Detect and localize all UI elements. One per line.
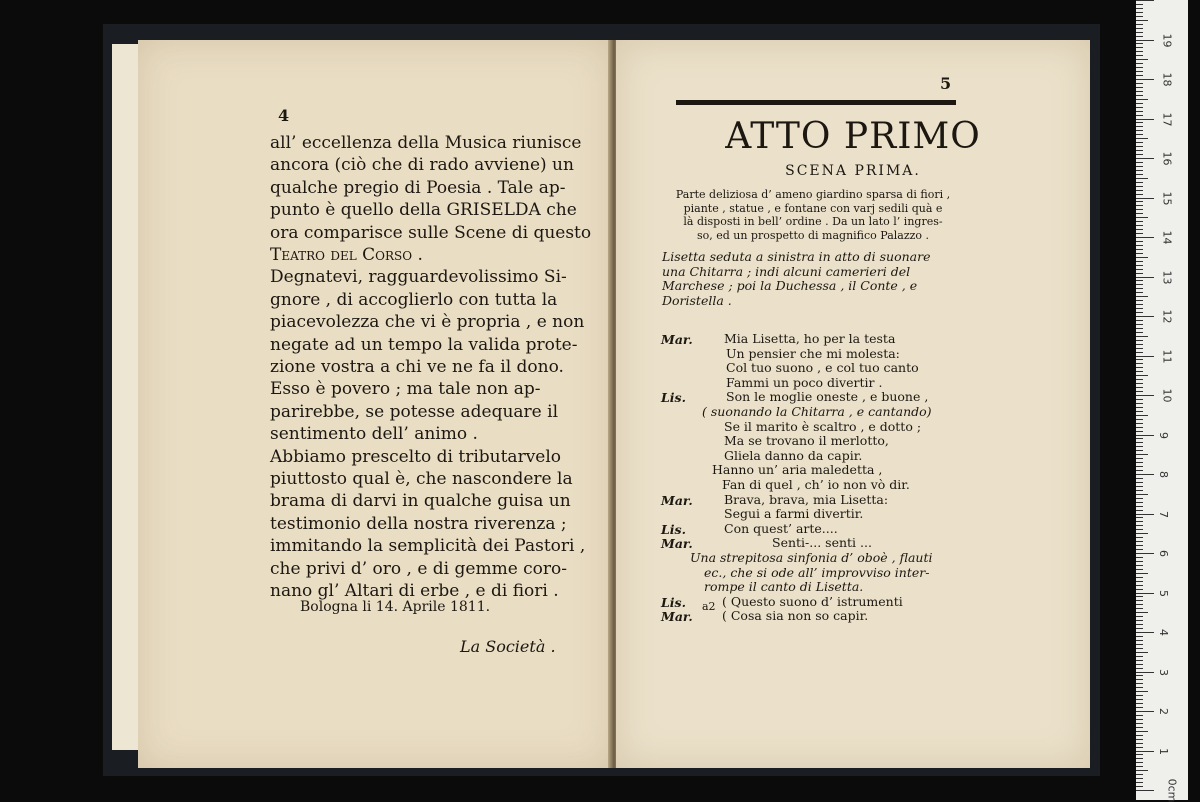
ruler-tick	[1136, 59, 1148, 60]
text-line: qualche pregio di Poesia . Tale ap-	[270, 177, 566, 198]
setting-line: so, ed un prospetto di magnifico Palazzo .	[696, 228, 930, 242]
ruler-tick	[1136, 498, 1143, 499]
ruler-tick	[1136, 762, 1143, 763]
ruler-number: 12	[1160, 309, 1174, 324]
verse-line: Segui a farmi divertir.	[724, 506, 864, 522]
ruler-tick	[1136, 146, 1143, 147]
ruler-tick	[1136, 87, 1143, 88]
ruler-tick	[1136, 450, 1143, 451]
ruler-tick	[1136, 711, 1154, 712]
ruler-tick	[1136, 316, 1154, 317]
text-line: testimonio della nostra riverenza ;	[270, 513, 567, 534]
ruler-tick	[1136, 506, 1143, 507]
ruler-tick	[1136, 237, 1154, 238]
ruler-tick	[1136, 304, 1143, 305]
text-line: brama di darvi in qualche guisa un	[270, 491, 571, 512]
ruler-tick	[1136, 672, 1154, 673]
ruler-tick	[1136, 158, 1154, 159]
ruler-tick	[1136, 600, 1143, 601]
ruler-tick	[1136, 241, 1143, 242]
ruler-tick	[1136, 656, 1143, 657]
ruler-tick	[1136, 731, 1148, 732]
ruler-tick	[1136, 620, 1143, 621]
ruler-tick	[1136, 407, 1143, 408]
ruler-tick	[1136, 514, 1154, 515]
ruler-tick	[1136, 75, 1143, 76]
ruler-tick	[1136, 458, 1143, 459]
ruler-tick	[1136, 170, 1143, 171]
ruler-tick	[1136, 766, 1143, 767]
ruler-tick	[1136, 537, 1143, 538]
scene-title: SCENA PRIMA.	[785, 163, 921, 179]
ruler-tick	[1136, 28, 1143, 29]
ruler-tick	[1136, 253, 1143, 254]
ruler-tick	[1136, 427, 1143, 428]
header-rule	[676, 100, 956, 105]
ruler-tick	[1136, 99, 1148, 100]
ruler-tick	[1136, 142, 1143, 143]
verse-line: ( suonando la Chitarra , e cantando)	[702, 404, 932, 419]
ruler-tick	[1136, 442, 1143, 443]
ruler-tick	[1136, 8, 1143, 9]
ruler-tick	[1136, 249, 1143, 250]
ruler-tick	[1136, 435, 1154, 436]
signature: La Società .	[460, 637, 556, 656]
ruler-tick	[1136, 565, 1143, 566]
ruler-tick	[1136, 747, 1143, 748]
ruler-tick	[1136, 111, 1143, 112]
verse-line: Brava, brava, mia Lisetta:	[724, 491, 889, 507]
ruler-tick	[1136, 344, 1143, 345]
ruler-number: 7	[1157, 510, 1170, 518]
ruler-tick	[1136, 660, 1143, 661]
verse-line: Fammi un poco divertir .	[726, 374, 883, 390]
ruler-tick	[1136, 63, 1143, 64]
ruler-tick	[1136, 644, 1143, 645]
ruler-tick	[1136, 577, 1143, 578]
ruler-tick	[1136, 130, 1143, 131]
ruler-tick	[1136, 790, 1154, 791]
page-number-right: 5	[940, 74, 952, 93]
ruler-tick	[1136, 593, 1154, 594]
ruler-tick	[1136, 675, 1143, 676]
ruler-number: 11	[1160, 349, 1174, 363]
ruler-tick	[1136, 525, 1143, 526]
verse-line: Una strepitosa sinfonia d’ oboè , flauti	[690, 550, 933, 565]
ruler-number: 1	[1157, 747, 1170, 755]
ruler-tick	[1136, 387, 1143, 388]
verse-line: rompe il canto di Lisetta.	[704, 579, 864, 595]
ruler-tick	[1136, 332, 1143, 333]
ruler-tick	[1136, 328, 1143, 329]
ruler-tick	[1136, 727, 1143, 728]
ruler-number: 5	[1157, 589, 1170, 597]
ruler-tick	[1136, 233, 1143, 234]
ruler-tick	[1136, 612, 1148, 613]
ruler-tick	[1136, 596, 1143, 597]
text-line: ora comparisce sulle Scene di questo	[270, 222, 592, 243]
ruler-tick	[1136, 687, 1143, 688]
ruler-tick	[1136, 186, 1143, 187]
measurement-ruler	[1136, 0, 1188, 800]
ruler-tick	[1136, 194, 1143, 195]
verse-line: ( Questo suono d’ istrumenti	[722, 593, 903, 609]
ruler-tick	[1136, 4, 1143, 5]
ruler-tick	[1136, 668, 1143, 669]
right-page	[616, 40, 1090, 768]
setting-line: piante , statue , e fontane con varj sedili quà e	[683, 201, 943, 215]
ruler-tick	[1136, 213, 1143, 214]
ruler-number: 9	[1157, 431, 1170, 439]
speaker-label: Mar.	[661, 609, 693, 625]
ruler-tick	[1136, 134, 1143, 135]
ruler-tick	[1136, 774, 1143, 775]
ruler-tick	[1136, 55, 1143, 56]
ruler-tick	[1136, 0, 1154, 1]
ruler-tick	[1136, 743, 1143, 744]
ruler-tick	[1136, 403, 1143, 404]
ruler-number: 8	[1157, 471, 1170, 478]
ruler-tick	[1136, 126, 1143, 127]
ruler-tick	[1136, 751, 1154, 752]
ruler-tick	[1136, 225, 1143, 226]
ruler-tick	[1136, 585, 1143, 586]
text-line: ancora (ciò che di rado avviene) un	[270, 155, 574, 176]
ruler-tick	[1136, 336, 1148, 337]
ruler-tick	[1136, 277, 1154, 278]
ruler-tick	[1136, 198, 1154, 199]
ruler-tick	[1136, 549, 1143, 550]
speaker-label: Lis.	[661, 594, 686, 610]
text-line: Degnatevi, ragguardevolissimo Si-	[270, 267, 567, 288]
ruler-tick	[1136, 229, 1143, 230]
text-line: Esso è povero ; ma tale non ap-	[270, 379, 541, 400]
ruler-tick	[1136, 490, 1143, 491]
ruler-tick	[1136, 415, 1148, 416]
ruler-tick	[1136, 288, 1143, 289]
stage-direction-line: Lisetta seduta a sinistra in atto di suonare	[662, 249, 931, 264]
ruler-tick	[1136, 150, 1143, 151]
a2-mark: a2	[702, 600, 716, 613]
ruler-tick	[1136, 71, 1143, 72]
ruler-tick	[1136, 510, 1143, 511]
ruler-tick	[1136, 83, 1143, 84]
ruler-tick	[1136, 154, 1143, 155]
ruler-tick	[1136, 715, 1143, 716]
ruler-tick	[1136, 573, 1148, 574]
ruler-tick	[1136, 470, 1143, 471]
ruler-tick	[1136, 652, 1148, 653]
ruler-tick	[1136, 679, 1143, 680]
text-line: piacevolezza che vi è propria , e non	[270, 312, 585, 333]
ruler-tick	[1136, 632, 1154, 633]
ruler-tick	[1136, 541, 1143, 542]
ruler-tick	[1136, 16, 1143, 17]
ruler-tick	[1136, 257, 1148, 258]
ruler-tick	[1136, 786, 1143, 787]
ruler-tick	[1136, 375, 1148, 376]
verse-line: Ma se trovano il merlotto,	[724, 433, 889, 449]
ruler-tick	[1136, 553, 1154, 554]
ruler-tick	[1136, 24, 1143, 25]
ruler-tick	[1136, 371, 1143, 372]
text-line: parirebbe, se potesse adequare il	[270, 401, 559, 422]
ruler-number: 0cm	[1165, 778, 1179, 802]
ruler-tick	[1136, 735, 1143, 736]
ruler-tick	[1136, 166, 1143, 167]
ruler-tick	[1136, 300, 1143, 301]
ruler-tick	[1136, 359, 1143, 360]
ruler-tick	[1136, 454, 1148, 455]
ruler-tick	[1136, 269, 1143, 270]
ruler-tick	[1136, 529, 1143, 530]
speaker-label: Mar.	[661, 536, 693, 552]
ruler-tick	[1136, 664, 1143, 665]
ruler-tick	[1136, 778, 1143, 779]
speaker-label: Lis.	[661, 390, 686, 406]
speaker-label: Mar.	[661, 492, 693, 508]
ruler-tick	[1136, 604, 1143, 605]
ruler-number: 16	[1160, 151, 1174, 166]
page-number-left: 4	[278, 106, 290, 125]
ruler-tick	[1136, 79, 1154, 80]
ruler-tick	[1136, 616, 1143, 617]
ruler-number: 3	[1157, 668, 1170, 676]
ruler-tick	[1136, 517, 1143, 518]
ruler-tick	[1136, 43, 1143, 44]
ruler-tick	[1136, 648, 1143, 649]
ruler-tick	[1136, 691, 1148, 692]
ruler-tick	[1136, 51, 1143, 52]
text-line: negate ad un tempo la valida prote-	[270, 334, 578, 355]
ruler-tick	[1136, 280, 1143, 281]
ruler-tick	[1136, 190, 1143, 191]
ruler-tick	[1136, 67, 1143, 68]
ruler-tick	[1136, 245, 1143, 246]
ruler-tick	[1136, 138, 1148, 139]
text-line: sentimento dell’ animo .	[270, 424, 478, 445]
ruler-tick	[1136, 545, 1143, 546]
ruler-tick	[1136, 703, 1143, 704]
verse-line: ( Cosa sia non so capir.	[722, 608, 869, 624]
ruler-tick	[1136, 356, 1154, 357]
setting-line: là disposti in bell’ ordine . Da un lato l’ ingres-	[683, 215, 943, 228]
ruler-tick	[1136, 466, 1143, 467]
text-line: piuttosto qual è, che nascondere la	[270, 469, 573, 489]
ruler-tick	[1136, 482, 1143, 483]
ruler-tick	[1136, 628, 1143, 629]
ruler-tick	[1136, 423, 1143, 424]
ruler-tick	[1136, 162, 1143, 163]
date-line: Bologna li 14. Aprile 1811.	[300, 599, 491, 615]
text-line: punto è quello della GRISELDA che	[270, 200, 577, 221]
ruler-tick	[1136, 561, 1143, 562]
ruler-tick	[1136, 352, 1143, 353]
stage-direction-line: una Chitarra ; indi alcuni camerieri del	[662, 263, 911, 279]
verse-line: Con quest’ arte....	[724, 520, 838, 536]
ruler-tick	[1136, 217, 1148, 218]
ruler-tick	[1136, 695, 1143, 696]
text-line: Teatro del Corso .	[270, 245, 423, 265]
verse-line: Col tuo suono , e col tuo canto	[726, 360, 919, 376]
ruler-tick	[1136, 103, 1143, 104]
ruler-tick	[1136, 478, 1143, 479]
ruler-number: 2	[1157, 708, 1170, 715]
ruler-tick	[1136, 36, 1143, 37]
ruler-number: 17	[1160, 112, 1174, 126]
speaker-label: Lis.	[661, 521, 686, 537]
verse-line: Gliela danno da capir.	[724, 447, 863, 463]
verse-line: Senti-... senti ...	[772, 535, 872, 551]
ruler-number: 4	[1157, 629, 1170, 636]
verse-line: Se il marito è scaltro , e dotto ;	[724, 418, 922, 434]
ruler-tick	[1136, 221, 1143, 222]
stage-direction-line: Doristella .	[662, 292, 732, 308]
ruler-tick	[1136, 438, 1143, 439]
ruler-tick	[1136, 419, 1143, 420]
verse-line: ec., che si ode all’ improvviso inter-	[704, 564, 930, 580]
ruler-number: 18	[1160, 72, 1174, 87]
ruler-tick	[1136, 324, 1143, 325]
ruler-tick	[1136, 446, 1143, 447]
ruler-tick	[1136, 367, 1143, 368]
ruler-tick	[1136, 12, 1143, 13]
ruler-tick	[1136, 320, 1143, 321]
ruler-tick	[1136, 340, 1143, 341]
ruler-tick	[1136, 758, 1143, 759]
ruler-tick	[1136, 348, 1143, 349]
ruler-tick	[1136, 296, 1148, 297]
ruler-number: 19	[1160, 33, 1174, 47]
ruler-number: 15	[1160, 191, 1174, 205]
ruler-tick	[1136, 32, 1143, 33]
text-line: all’ eccellenza della Musica riunisce	[270, 133, 582, 153]
ruler-tick	[1136, 683, 1143, 684]
ruler-tick	[1136, 122, 1143, 123]
text-line: gnore , di accoglierlo con tutta la	[270, 289, 558, 310]
ruler-number: 10	[1160, 388, 1174, 403]
ruler-tick	[1136, 265, 1143, 266]
ruler-number: 14	[1160, 230, 1174, 245]
ruler-tick	[1136, 91, 1143, 92]
ruler-tick	[1136, 624, 1143, 625]
act-title: ATTO PRIMO	[725, 116, 981, 157]
ruler-tick	[1136, 502, 1143, 503]
ruler-tick	[1136, 569, 1143, 570]
setting-line: Parte deliziosa d’ ameno giardino sparsa di fiori ,	[675, 188, 951, 201]
text-line: che privi d’ oro , e di gemme coro-	[270, 558, 568, 579]
ruler-tick	[1136, 107, 1143, 108]
verse-line: Hanno un’ aria maledetta ,	[712, 462, 883, 478]
ruler-tick	[1136, 474, 1154, 475]
ruler-number: 13	[1160, 270, 1174, 284]
verse-line: Son le moglie oneste , e buone ,	[726, 389, 929, 405]
ruler-tick	[1136, 739, 1143, 740]
ruler-tick	[1136, 411, 1143, 412]
ruler-tick	[1136, 636, 1143, 637]
ruler-tick	[1136, 312, 1143, 313]
verse-line: Mia Lisetta, ho per la testa	[724, 331, 896, 346]
verse-line: Un pensier che mi molesta:	[726, 345, 900, 361]
ruler-tick	[1136, 581, 1143, 582]
stage-direction-line: Marchese ; poi la Duchessa , il Conte , e	[662, 278, 918, 293]
ruler-tick	[1136, 308, 1143, 309]
text-line: zione vostra a chi ve ne fa il dono.	[270, 357, 564, 377]
ruler-number: 6	[1157, 550, 1170, 557]
ruler-tick	[1136, 178, 1148, 179]
left-page	[138, 40, 612, 768]
ruler-tick	[1136, 640, 1143, 641]
ruler-tick	[1136, 723, 1143, 724]
ruler-tick	[1136, 754, 1143, 755]
ruler-tick	[1136, 533, 1148, 534]
ruler-tick	[1136, 40, 1154, 41]
ruler-tick	[1136, 379, 1143, 380]
ruler-tick	[1136, 119, 1154, 120]
ruler-tick	[1136, 486, 1143, 487]
ruler-tick	[1136, 399, 1143, 400]
ruler-tick	[1136, 182, 1143, 183]
ruler-tick	[1136, 261, 1143, 262]
ruler-tick	[1136, 391, 1143, 392]
ruler-tick	[1136, 20, 1148, 21]
ruler-tick	[1136, 383, 1143, 384]
ruler-tick	[1136, 462, 1143, 463]
ruler-tick	[1136, 115, 1143, 116]
speaker-label: Mar.	[661, 332, 693, 347]
ruler-tick	[1136, 95, 1143, 96]
text-line: Abbiamo prescelto di tributarvelo	[270, 446, 562, 467]
ruler-tick	[1136, 707, 1143, 708]
ruler-tick	[1136, 494, 1148, 495]
ruler-tick	[1136, 557, 1143, 558]
verse-line: Fan di quel , ch’ io non vò dir.	[722, 477, 910, 492]
ruler-tick	[1136, 782, 1143, 783]
ruler-tick	[1136, 292, 1143, 293]
text-line: nano gl’ Altari di erbe , e di fiori .	[270, 581, 559, 601]
ruler-tick	[1136, 699, 1143, 700]
ruler-tick	[1136, 205, 1143, 206]
ruler-tick	[1136, 719, 1143, 720]
ruler-tick	[1136, 363, 1143, 364]
text-line: immitando la semplicità dei Pastori ,	[270, 536, 586, 557]
ruler-tick	[1136, 273, 1143, 274]
ruler-tick	[1136, 608, 1143, 609]
ruler-tick	[1136, 47, 1143, 48]
ruler-tick	[1136, 201, 1143, 202]
ruler-tick	[1136, 395, 1154, 396]
ruler-tick	[1136, 431, 1143, 432]
ruler-tick	[1136, 209, 1143, 210]
ruler-tick	[1136, 770, 1148, 771]
ruler-tick	[1136, 284, 1143, 285]
ruler-tick	[1136, 521, 1143, 522]
ruler-tick	[1136, 174, 1143, 175]
ruler-tick	[1136, 589, 1143, 590]
